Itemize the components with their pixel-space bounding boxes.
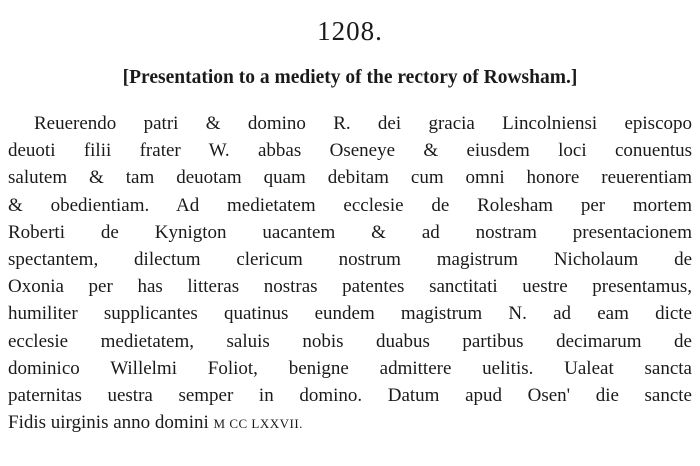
body-line: humiliter supplicantes quatinus eundem magistrum N. ad eam dicte — [8, 303, 692, 325]
final-line-text: Fidis uirginis anno domini — [8, 412, 214, 434]
body-line: deuoti filii frater W. abbas Oseneye & eiusdem loci conuentus — [8, 140, 692, 162]
date-numeral: M CC LXXVII. — [213, 416, 303, 432]
document-body — [8, 110, 692, 436]
body-line: Oxonia per has litteras nostras patentes sanctitati uestre presentamus, — [8, 276, 692, 298]
body-line: Reuerendo patri & domino R. dei gracia Lincolniensi episcopo — [34, 113, 692, 134]
document-number: 1208. — [317, 16, 383, 46]
body-line: paternitas uestra semper in domino. Datum apud Osen' die sancte — [8, 384, 692, 406]
body-line: salutem & tam deuotam quam debitam cum omni honore reuerentiam — [8, 167, 692, 189]
body-line: dominico Willelmi Foliot, benigne admittere uelitis. Ualeat sancta — [8, 357, 692, 379]
body-line: Roberti de Kynigton uacantem & ad nostram presentacionem — [8, 221, 692, 243]
body-line: & obedientiam. Ad medietatem ecclesie de Rolesham per mortem — [8, 194, 692, 216]
body-line: ecclesie medietatem, saluis nobis duabus partibus decimarum de — [8, 330, 692, 352]
document-heading: [Presentation to a mediety of the rectory of Rowsham.] — [122, 67, 578, 88]
body-line: spectantem, dilectum clericum nostrum magistrum Nicholaum de — [8, 248, 692, 270]
body-line-final — [8, 409, 692, 436]
